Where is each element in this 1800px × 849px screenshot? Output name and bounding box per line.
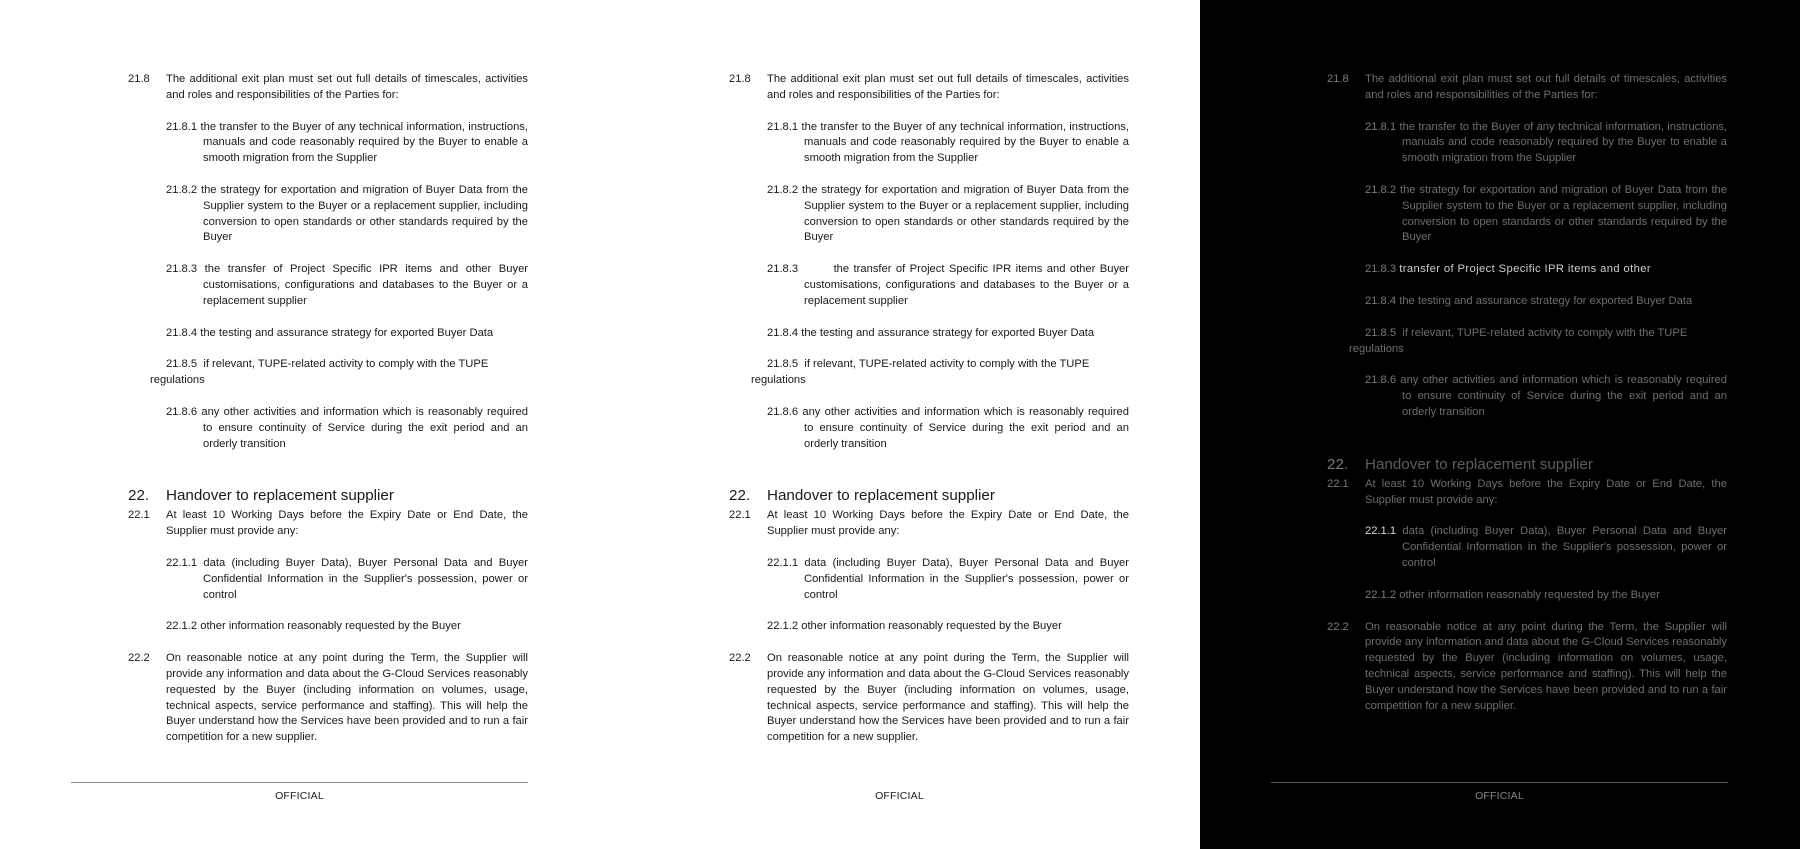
clause-text: any other activities and information which is reasonably required to ensure continuity of Service during the exit period and an orderly transition — [802, 405, 1130, 450]
clause-number: 21.8.3 — [166, 263, 198, 276]
document-body — [128, 72, 528, 762]
clause-text: On reasonable notice at any point during the Term, the Supplier will provide any information and data about the G-Cloud Services reasonably requested by the Buyer (including information on volumes, usage, technical aspects, service performance and staffing). This will help the Buyer understand how the Services have been provided and to run a fair competition for a new supplier. — [767, 652, 1129, 744]
clause-21-8-1 — [128, 120, 528, 167]
clause-number: 22.1.1 — [767, 556, 799, 569]
clause-number: 21.8.5 — [166, 358, 198, 371]
clause-number: 21.8.4 — [166, 326, 198, 339]
clause-text: At least 10 Working Days before the Expiry Date or End Date, the Supplier must provide any: — [166, 509, 528, 538]
clause-number: 21.8.2 — [166, 183, 198, 196]
document-body — [1327, 72, 1727, 730]
clause-text: if relevant, TUPE-related activity to comply with the TUPE — [804, 358, 1090, 371]
section-number: 22. — [729, 487, 751, 505]
clause-text: other information reasonably requested by the Buyer — [200, 620, 461, 633]
section-heading-22 — [729, 486, 1129, 506]
document-body — [729, 72, 1129, 762]
clause-text: the transfer to the Buyer of any technical information, instructions, manuals and code reasonably required by the Buyer to enable a smooth migration from the Supplier — [801, 120, 1130, 165]
clause-text: any other activities and information which is reasonably required to ensure continuity of Service during the exit period and an orderly transition — [1400, 374, 1728, 418]
section-heading-22 — [128, 486, 528, 506]
clause-21-8-6 — [729, 405, 1129, 452]
clause-text: the transfer to the Buyer of any technical information, instructions, manuals and code reasonably required by the Buyer to enable a smooth migration from the Supplier — [200, 120, 529, 165]
clause-21-8-4 — [1327, 294, 1727, 310]
clause-text: On reasonable notice at any point during the Term, the Supplier will provide any information and data about the G-Cloud Services reasonably requested by the Buyer (including information on volumes, usage, technical aspects, service performance and staffing). This will help the Buyer understand how the Services have been provided and to run a fair competition for a new supplier. — [1365, 620, 1727, 712]
clause-number: 22.1 — [128, 509, 150, 522]
clause-21-8-2 — [1327, 183, 1727, 246]
clause-21-8-4 — [729, 326, 1129, 342]
clause-number: 21.8.1 — [166, 120, 198, 133]
clause-number: 21.8.2 — [1365, 183, 1397, 196]
clause-text: if relevant, TUPE-related activity to comply with the TUPE — [1402, 326, 1688, 339]
clause-text: At least 10 Working Days before the Expiry Date or End Date, the Supplier must provide any: — [1365, 477, 1727, 506]
clause-21-8-2 — [729, 183, 1129, 246]
clause-number: 22.2 — [128, 652, 150, 665]
clause-number: 21.8.1 — [767, 120, 799, 133]
clause-number: 21.8.3 — [767, 263, 799, 276]
clause-number: 22.1.2 — [767, 620, 799, 633]
clause-text: the testing and assurance strategy for exported Buyer Data — [801, 326, 1095, 339]
clause-21-8 — [1327, 72, 1727, 104]
clause-text: data (including Buyer Data), Buyer Personal Data and Buyer Confidential Information in the Supplier's possession, power or control — [804, 556, 1129, 601]
clause-number: 21.8.2 — [767, 183, 799, 196]
clause-number: 22.1 — [729, 509, 751, 522]
clause-text: The additional exit plan must set out full details of timescales, activities and roles and responsibilities of the Parties for: — [166, 73, 528, 101]
clause-22-1 — [1327, 477, 1727, 509]
section-number: 22. — [1327, 455, 1349, 473]
clause-text: the strategy for exportation and migration of Buyer Data from the Supplier system to the Buyer or a replacement supplier, including conversion to open standards or other standards required by the Buyer — [801, 183, 1129, 244]
clause-number: 21.8.6 — [166, 405, 198, 418]
clause-text: the transfer to the Buyer of any technical information, instructions, manuals and code reasonably required by the Buyer to enable a smooth migration from the Supplier — [1399, 120, 1728, 165]
clause-number: 21.8.6 — [767, 405, 799, 418]
clause-text: the testing and assurance strategy for exported Buyer Data — [1399, 294, 1693, 307]
clause-text: the strategy for exportation and migration of Buyer Data from the Supplier system to the Buyer or a replacement supplier, including conversion to open standards or other standards required by the Buyer — [200, 183, 528, 244]
footer-classification: OFFICIAL — [275, 790, 324, 802]
clause-22-1-1 — [128, 556, 528, 603]
section-title: Handover to replacement supplier — [166, 487, 394, 505]
clause-22-2 — [729, 651, 1129, 746]
clause-21-8-2 — [128, 183, 528, 246]
clause-21-8-5 — [1327, 326, 1727, 358]
clause-continuation: regulations — [751, 374, 806, 387]
section-number: 22. — [128, 487, 150, 505]
clause-text: The additional exit plan must set out full details of timescales, activities and roles and responsibilities of the Parties for: — [767, 73, 1129, 101]
clause-number: 21.8 — [128, 73, 150, 85]
clause-number: 22.2 — [1327, 620, 1349, 633]
clause-text: On reasonable notice at any point during the Term, the Supplier will provide any information and data about the G-Cloud Services reasonably requested by the Buyer (including information on volumes, usage, technical aspects, service performance and staffing). This will help the Buyer understand how the Services have been provided and to run a fair competition for a new supplier. — [166, 652, 528, 744]
clause-22-1 — [128, 508, 528, 540]
clause-number: 22.1.1 — [1365, 525, 1397, 538]
clause-22-1 — [729, 508, 1129, 540]
diff-overlap-text: transfer of Project Specific IPR items and other — [1399, 263, 1651, 276]
clause-number: 21.8.5 — [1365, 326, 1397, 339]
clause-text: the testing and assurance strategy for exported Buyer Data — [200, 326, 494, 339]
clause-number: 21.8.4 — [1365, 294, 1397, 307]
clause-21-8-5 — [729, 357, 1129, 389]
clause-21-8 — [729, 72, 1129, 104]
footer-classification: OFFICIAL — [875, 790, 924, 802]
clause-number: 21.8.5 — [767, 358, 799, 371]
clause-21-8-4 — [128, 326, 528, 342]
clause-number: 21.8.1 — [1365, 120, 1397, 133]
clause-22-2 — [1327, 620, 1727, 715]
clause-21-8-1 — [729, 120, 1129, 167]
clause-text: At least 10 Working Days before the Expiry Date or End Date, the Supplier must provide any: — [767, 509, 1129, 538]
clause-text: other information reasonably requested by the Buyer — [801, 620, 1062, 633]
clause-number: 22.1.2 — [166, 620, 198, 633]
clause-number: 21.8 — [729, 73, 751, 85]
clause-21-8-3 — [1327, 262, 1727, 278]
footer-divider — [71, 782, 528, 783]
clause-number: 22.1.2 — [1365, 588, 1397, 601]
clause-text: any other activities and information which is reasonably required to ensure continuity of Service during the exit period and an orderly transition — [201, 405, 529, 450]
clause-text: other information reasonably requested by the Buyer — [1399, 588, 1660, 601]
document-page-rendered — [600, 0, 1200, 849]
clause-22-2 — [128, 651, 528, 746]
clause-22-1-2 — [128, 619, 528, 635]
clause-continuation: regulations — [150, 374, 205, 387]
clause-21-8-6 — [128, 405, 528, 452]
footer-classification: OFFICIAL — [1475, 790, 1524, 802]
clause-number: 21.8.4 — [767, 326, 799, 339]
clause-22-1-1 — [729, 556, 1129, 603]
clause-text: data (including Buyer Data), Buyer Personal Data and Buyer Confidential Information in the Supplier's possession, power or control — [1402, 525, 1727, 569]
clause-21-8-5 — [128, 357, 528, 389]
document-page-diff — [1200, 0, 1800, 849]
clause-21-8-3 — [729, 262, 1129, 309]
clause-text: The additional exit plan must set out full details of timescales, activities and roles and responsibilities of the Parties for: — [1365, 73, 1727, 101]
clause-text: the transfer of Project Specific IPR items and other Buyer customisations, configurations and databases to the Buyer or a replacement supplier — [804, 263, 1130, 307]
clause-21-8-6 — [1327, 373, 1727, 420]
clause-continuation: regulations — [1349, 342, 1404, 355]
section-title: Handover to replacement supplier — [767, 487, 995, 505]
section-title: Handover to replacement supplier — [1365, 455, 1593, 473]
clause-text: if relevant, TUPE-related activity to comply with the TUPE — [203, 358, 489, 371]
clause-22-1-2 — [729, 619, 1129, 635]
clause-22-1-1 — [1327, 524, 1727, 571]
footer-divider — [1271, 782, 1728, 783]
clause-number: 21.8 — [1327, 73, 1349, 85]
clause-number: 21.8.3 — [1365, 263, 1397, 276]
clause-number: 22.2 — [729, 652, 751, 665]
document-page-original — [0, 0, 600, 849]
clause-22-1-2 — [1327, 588, 1727, 604]
clause-21-8-1 — [1327, 120, 1727, 167]
clause-number: 22.1 — [1327, 477, 1349, 490]
clause-text: the transfer of Project Specific IPR items and other Buyer customisations, configurations and databases to the Buyer or a replacement supplier — [203, 263, 529, 307]
clause-text: data (including Buyer Data), Buyer Personal Data and Buyer Confidential Information in the Supplier's possession, power or control — [203, 556, 528, 601]
clause-number: 22.1.1 — [166, 556, 198, 569]
clause-21-8 — [128, 72, 528, 104]
clause-text: the strategy for exportation and migration of Buyer Data from the Supplier system to the Buyer or a replacement supplier, including conversion to open standards or other standards required by the Buyer — [1399, 183, 1727, 244]
clause-number: 21.8.6 — [1365, 374, 1397, 387]
section-heading-22 — [1327, 455, 1727, 475]
clause-21-8-3 — [128, 262, 528, 309]
